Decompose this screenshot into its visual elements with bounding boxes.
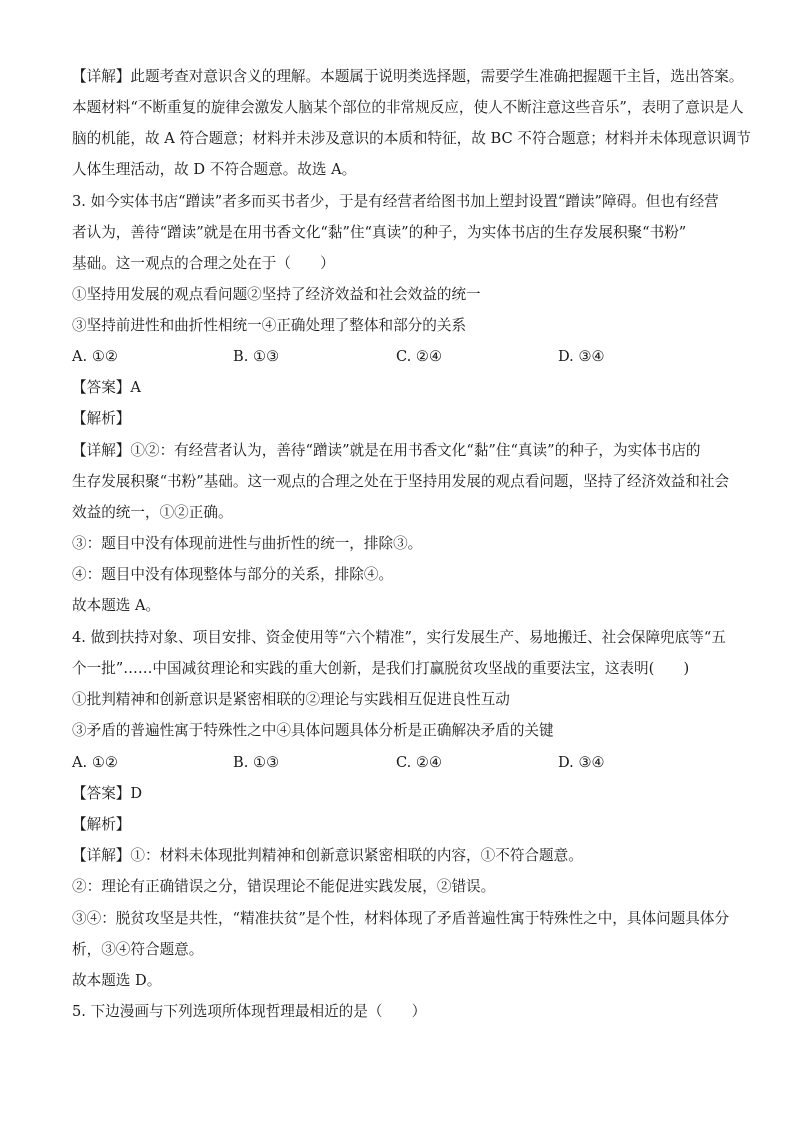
text-line: 故本题选 A。 [72,597,161,614]
statement-line: ①批判精神和创新意识是紧密相联的②理论与实践相互促进良性互动 [72,691,510,708]
statement-line: ③坚持前进性和曲折性相统一④正确处理了整体和部分的关系 [72,317,467,334]
text-line: ③：题目中没有体现前进性与曲折性的统一，排除③。 [72,535,423,552]
text-line: 个一批”……中国减贫理论和实践的重大创新，是我们打赢脱贫攻坚战的重要法宝，这表明( ) [72,660,690,677]
answer-label: 【答案】A [72,379,141,396]
answer-label: 【答案】D [72,785,143,802]
text-line: 【详解】①②：有经营者认为，善待“蹭读”就是在用书香文化“黏”住“真读”的种子，为实体书店的 [72,442,701,459]
question-5-stem: 5. 下边漫画与下列选项所体现哲理最相近的是（ ） [72,1003,427,1020]
text-line: 【详解】①：材料未体现批判精神和创新意识紧密相联的内容，①不符合题意。 [72,847,583,864]
q4-option-d: D. ③④ [558,754,605,771]
q4-option-a: A. ①② [72,754,118,771]
text-line: 【详解】此题考查对意识含义的理解。本题属于说明类选择题，需要学生准确把握题干主旨，选出答案。 [72,68,744,85]
text-line: 本题材料“不断重复的旋律会激发人脑某个部位的非常规反应，使人不断注意这些音乐”，表明了意识是人 [72,99,744,116]
q3-option-a: A. ①② [72,348,118,365]
text-line: ②：理论有正确错误之分，错误理论不能促进实践发展，②错误。 [72,878,496,895]
text-line: 者认为，善待“蹭读”就是在用书香文化“黏”住“真读”的种子，为实体书店的生存发展积聚“书粉” [72,224,687,241]
q3-option-b: B. ①③ [233,348,280,365]
text-line: ④：题目中没有体现整体与部分的关系，排除④。 [72,566,394,583]
q4-option-b: B. ①③ [233,754,280,771]
statement-line: ③矛盾的普遍性寓于特殊性之中④具体问题具体分析是正确解决矛盾的关键 [72,722,554,739]
text-line: 脑的机能，故 A 符合题意；材料并未涉及意识的本质和特征，故 BC 不符合题意；材料并未体现意识调节 [72,130,751,147]
q4-option-c: C. ②④ [396,754,443,771]
statement-line: ①坚持用发展的观点看问题②坚持了经济效益和社会效益的统一 [72,286,481,303]
text-line: 人体生理活动，故 D 不符合题意。故选 A。 [72,161,357,178]
analysis-label: 【解析】 [72,410,131,427]
q3-option-c: C. ②④ [396,348,443,365]
text-line: 效益的统一，①②正确。 [72,504,233,521]
question-3-stem: 3. 如今实体书店“蹭读”者多而买书者少，于是有经营者给图书加上塑封设置“蹭读”障碍。但也有经营 [72,193,719,210]
analysis-label: 【解析】 [72,816,131,833]
q3-option-d: D. ③④ [558,348,605,365]
question-4-stem: 4. 做到扶持对象、项目安排、资金使用等“六个精准”，实行发展生产、易地搬迁、社会保障兜底等“五 [72,629,726,646]
text-line: 故本题选 D。 [72,972,162,989]
text-line: 析，③④符合题意。 [72,941,204,958]
text-line: 生存发展积聚“书粉”基础。这一观点的合理之处在于坚持用发展的观点看问题，坚持了经济效益和社会 [72,473,730,490]
text-line: 基础。这一观点的合理之处在于（ ） [72,255,335,272]
text-line: ③④：脱贫攻坚是共性，“精准扶贫”是个性，材料体现了矛盾普遍性寓于特殊性之中，具体问题具体分 [72,910,730,927]
